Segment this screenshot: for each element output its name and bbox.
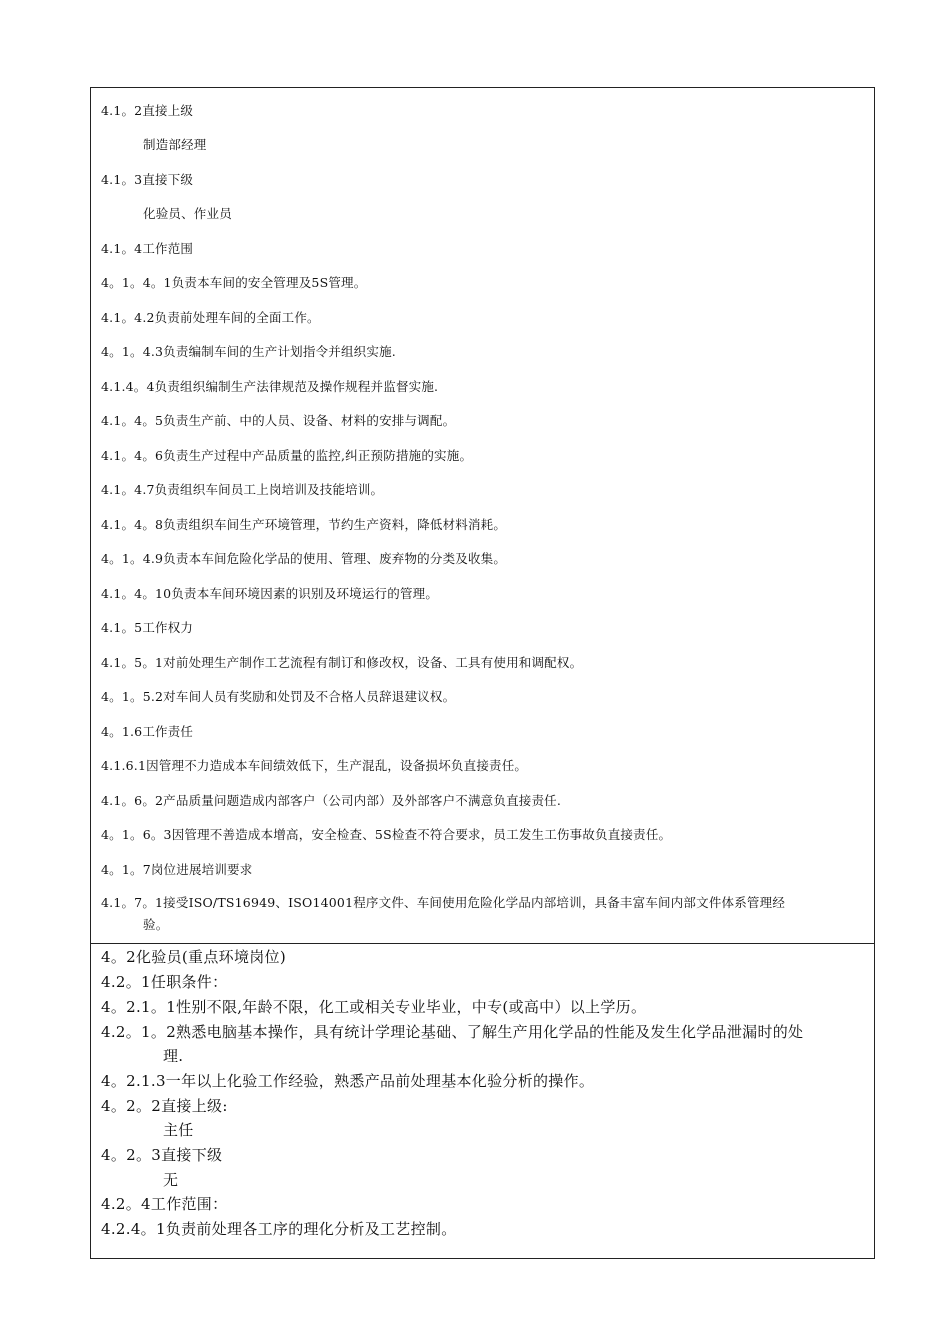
text-line: 4.2。4工作范围： bbox=[101, 1195, 228, 1213]
text-line: 4.2.4。1负责前处理各工序的理化分析及工艺控制。 bbox=[101, 1220, 457, 1238]
text-line: 4.1。4工作范围 bbox=[101, 241, 194, 256]
section-heading: 4。2化验员(重点环境岗位) bbox=[101, 948, 286, 966]
text-line: 4。2。3直接下级 bbox=[101, 1146, 223, 1164]
text-line: 4。2.1。1性别不限,年龄不限，化工或相关专业毕业，中专(或高中）以上学历。 bbox=[101, 998, 647, 1016]
document-table bbox=[90, 87, 875, 1259]
text-line: 制造部经理 bbox=[143, 137, 207, 152]
text-line: 无 bbox=[163, 1171, 179, 1189]
text-line: 4.1。4。8负责组织车间生产环境管理，节约生产资料，降低材料消耗。 bbox=[101, 517, 507, 532]
text-line: 4.1。4.2负责前处理车间的全面工作。 bbox=[101, 310, 320, 325]
text-line: 4.1.6.1因管理不力造成本车间绩效低下，生产混乱，设备损坏负直接责任。 bbox=[101, 758, 528, 773]
text-line: 4。1。6。3因管理不善造成本增高，安全检查、5S检查不符合要求，员工发生工伤事故负直接责任。 bbox=[101, 827, 672, 842]
text-line: 验。 bbox=[143, 917, 169, 932]
text-line: 4.1。3直接下级 bbox=[101, 172, 194, 187]
text-line: 4.1。5工作权力 bbox=[101, 620, 194, 635]
text-line: 4。1。4.9负责本车间危险化学品的使用、管理、废弃物的分类及收集。 bbox=[101, 551, 507, 566]
text-line: 4.1。5。1对前处理生产制作工艺流程有制订和修改权，设备、工具有使用和调配权。 bbox=[101, 655, 583, 670]
text-line: 4.2。1任职条件： bbox=[101, 973, 228, 991]
text-line: 4。1。4.3负责编制车间的生产计划指令并组织实施. bbox=[101, 344, 396, 359]
text-paragraph-wrapped bbox=[101, 894, 866, 933]
text-line: 4.1。7。1接受ISO/TS16949、ISO14001程序文件、车间使用危险化学品内部培训，具备丰富车间内部文件体系管理经 bbox=[101, 895, 786, 910]
text-line: 主任 bbox=[163, 1121, 194, 1139]
text-line: 4.1。4。10负责本车间环境因素的识别及环境运行的管理。 bbox=[101, 586, 439, 601]
text-line: 4。1。7岗位进展培训要求 bbox=[101, 862, 253, 877]
text-line: 4.1。2直接上级 bbox=[101, 103, 194, 118]
text-line: 4.1.4。4负责组织编制生产法律规范及操作规程并监督实施. bbox=[101, 379, 439, 394]
text-line: 4。1。4。1负责本车间的安全管理及5S管理。 bbox=[101, 275, 367, 290]
text-line: 4.1。6。2产品质量问题造成内部客户（公司内部）及外部客户不满意负直接责任. bbox=[101, 793, 562, 808]
table-cell-section-4-2 bbox=[91, 944, 874, 1258]
table-cell-section-4-1 bbox=[91, 88, 874, 944]
text-paragraph-wrapped bbox=[101, 1020, 871, 1068]
text-line: 4。2.1.3一年以上化验工作经验，熟悉产品前处理基本化验分析的操作。 bbox=[101, 1072, 595, 1090]
text-line: 4.1。4。5负责生产前、中的人员、设备、材料的安排与调配。 bbox=[101, 413, 456, 428]
text-line: 理. bbox=[163, 1047, 184, 1065]
text-line: 4.1。4。6负责生产过程中产品质量的监控,纠正预防措施的实施。 bbox=[101, 448, 473, 463]
text-line: 4。2。2直接上级: bbox=[101, 1097, 228, 1115]
text-line: 化验员、作业员 bbox=[143, 206, 232, 221]
text-line: 4。1.6工作责任 bbox=[101, 724, 194, 739]
text-line: 4.2。1。2熟悉电脑基本操作，具有统计学理论基础、了解生产用化学品的性能及发生化学品泄漏时的处 bbox=[101, 1023, 804, 1041]
text-line: 4.1。4.7负责组织车间员工上岗培训及技能培训。 bbox=[101, 482, 384, 497]
text-line: 4。1。5.2对车间人员有奖励和处罚及不合格人员辞退建议权。 bbox=[101, 689, 456, 704]
